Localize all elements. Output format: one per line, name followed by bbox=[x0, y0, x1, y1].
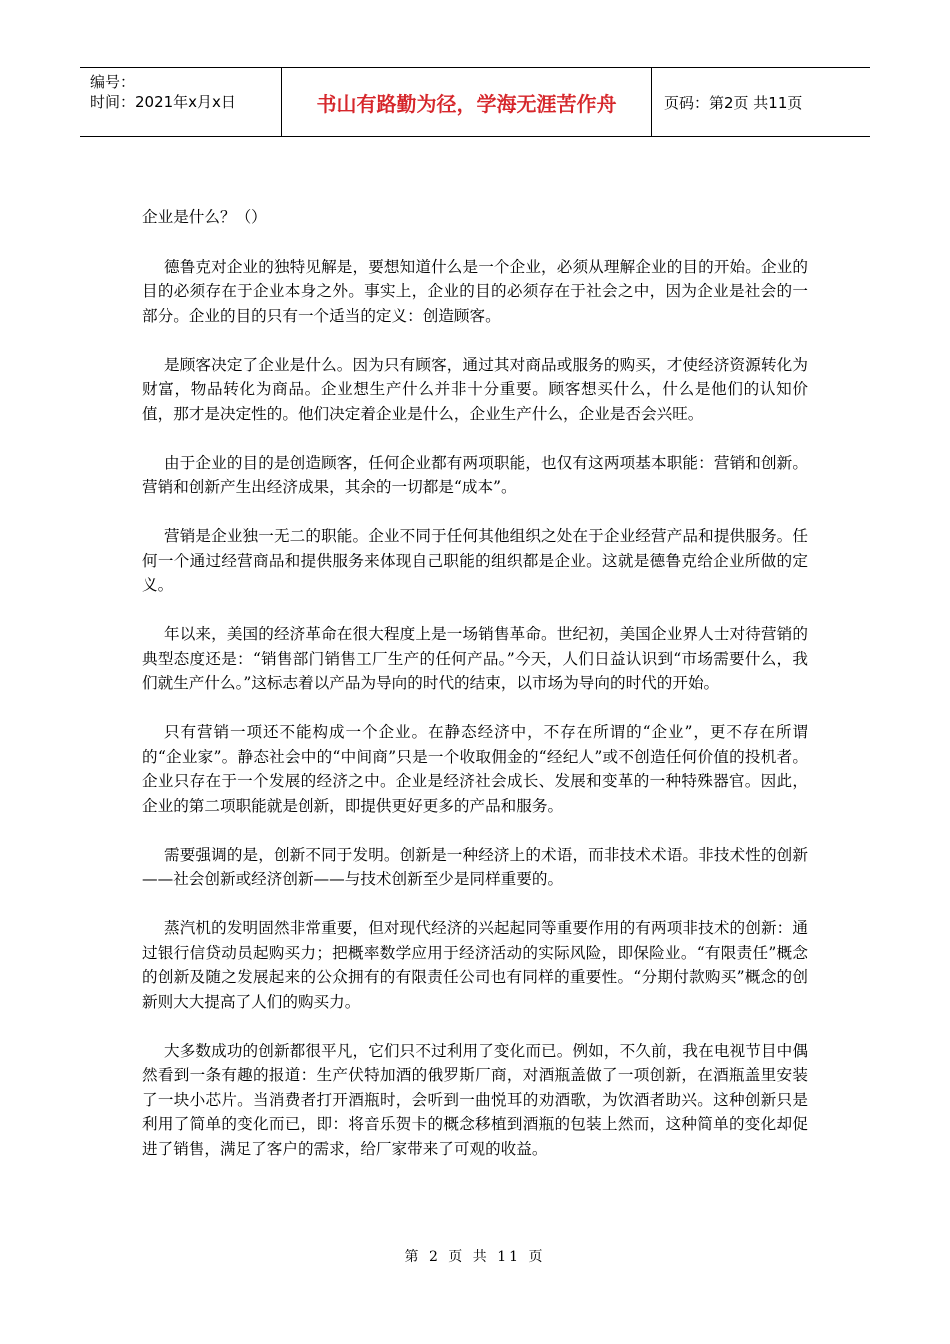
paragraph: 只有营销一项还不能构成一个企业。在静态经济中，不存在所谓的“企业”，更不存在所谓的“企业家”。静态社会中的“中间商”只是一个收取佣金的“经纪人”或不创造任何价值的投机者。企业只存在于一个发展的经济之中。企业是经济社会成长、发展和变革的一种特殊器官。因此，企业的第二项职能就是创新，即提供更好更多的产品和服务。 bbox=[142, 723, 808, 815]
question-title: 企业是什么？（） bbox=[142, 208, 267, 226]
paragraph: 蒸汽机的发明固然非常重要，但对现代经济的兴起起同等重要作用的有两项非技术的创新：通过银行信贷动员起购买力；把概率数学应用于经济活动的实际风险，即保险业。“有限责任”概念的创新及随之发展起来的公众拥有的有限责任公司也有同样的重要性。“分期付款购买”概念的创新则大大提高了人们的购买力。 bbox=[142, 919, 808, 1011]
header-meta bbox=[80, 68, 282, 136]
document-body bbox=[142, 205, 808, 1186]
paragraph: 德鲁克对企业的独特见解是，要想知道什么是一个企业，必须从理解企业的目的开始。企业的目的必须存在于企业本身之外。事实上，企业的目的必须存在于社会之中，因为企业是社会的一部分。企业的目的只有一个适当的定义：创造顾客。 bbox=[142, 257, 808, 325]
header-motto: 书山有路勤为径，学海无涯苦作舟 bbox=[282, 68, 652, 136]
page-footer: 第 2 页 共 11 页 bbox=[404, 1249, 546, 1265]
header-page-info: 页码：第2页 共11页 bbox=[664, 93, 803, 112]
paragraph: 是顾客决定了企业是什么。因为只有顾客，通过其对商品或服务的购买，才使经济资源转化为财富，物品转化为商品。企业想生产什么并非十分重要。顾客想买什么，什么是他们的认知价值，那才是决定性的。他们决定着企业是什么，企业生产什么，企业是否会兴旺。 bbox=[142, 355, 808, 423]
paragraph: 营销是企业独一无二的职能。企业不同于任何其他组织之处在于企业经营产品和提供服务。任何一个通过经营商品和提供服务来体现自己职能的组织都是企业。这就是德鲁克给企业所做的定义。 bbox=[142, 527, 808, 594]
paragraph: 年以来，美国的经济革命在很大程度上是一场销售革命。世纪初，美国企业界人士对待营销的典型态度还是：“销售部门销售工厂生产的任何产品。”今天，人们日益认识到“市场需要什么，我们就生产什么。”这标志着以产品为导向的时代的结束，以市场为导向的时代的开始。 bbox=[142, 625, 808, 692]
paragraph: 由于企业的目的是创造顾客，任何企业都有两项职能，也仅有这两项基本职能：营销和创新。营销和创新产生出经济成果，其余的一切都是“成本”。 bbox=[142, 453, 808, 496]
document-number-label: 编号： bbox=[90, 73, 136, 91]
paragraph: 大多数成功的创新都很平凡，它们只不过利用了变化而已。例如，不久前，我在电视节目中偶然看到一条有趣的报道：生产伏特加酒的俄罗斯厂商，对酒瓶盖做了一项创新，在酒瓶盖里安装了一块小芯片。当消费者打开酒瓶时，会听到一曲悦耳的劝酒歌，为饮酒者助兴。这种创新只是利用了简单的变化而已，即：将音乐贺卡的概念移植到酒瓶的包装上然而，这种简单的变化却促进了销售，满足了客户的需求，给厂家带来了可观的收益。 bbox=[142, 1041, 808, 1158]
page-header bbox=[80, 67, 870, 137]
paragraph: 需要强调的是，创新不同于发明。创新是一种经济上的术语，而非技术术语。非技术性的创新——社会创新或经济创新——与技术创新至少是同样重要的。 bbox=[142, 845, 808, 888]
document-date: 时间：2021年x月x日 bbox=[90, 93, 236, 111]
